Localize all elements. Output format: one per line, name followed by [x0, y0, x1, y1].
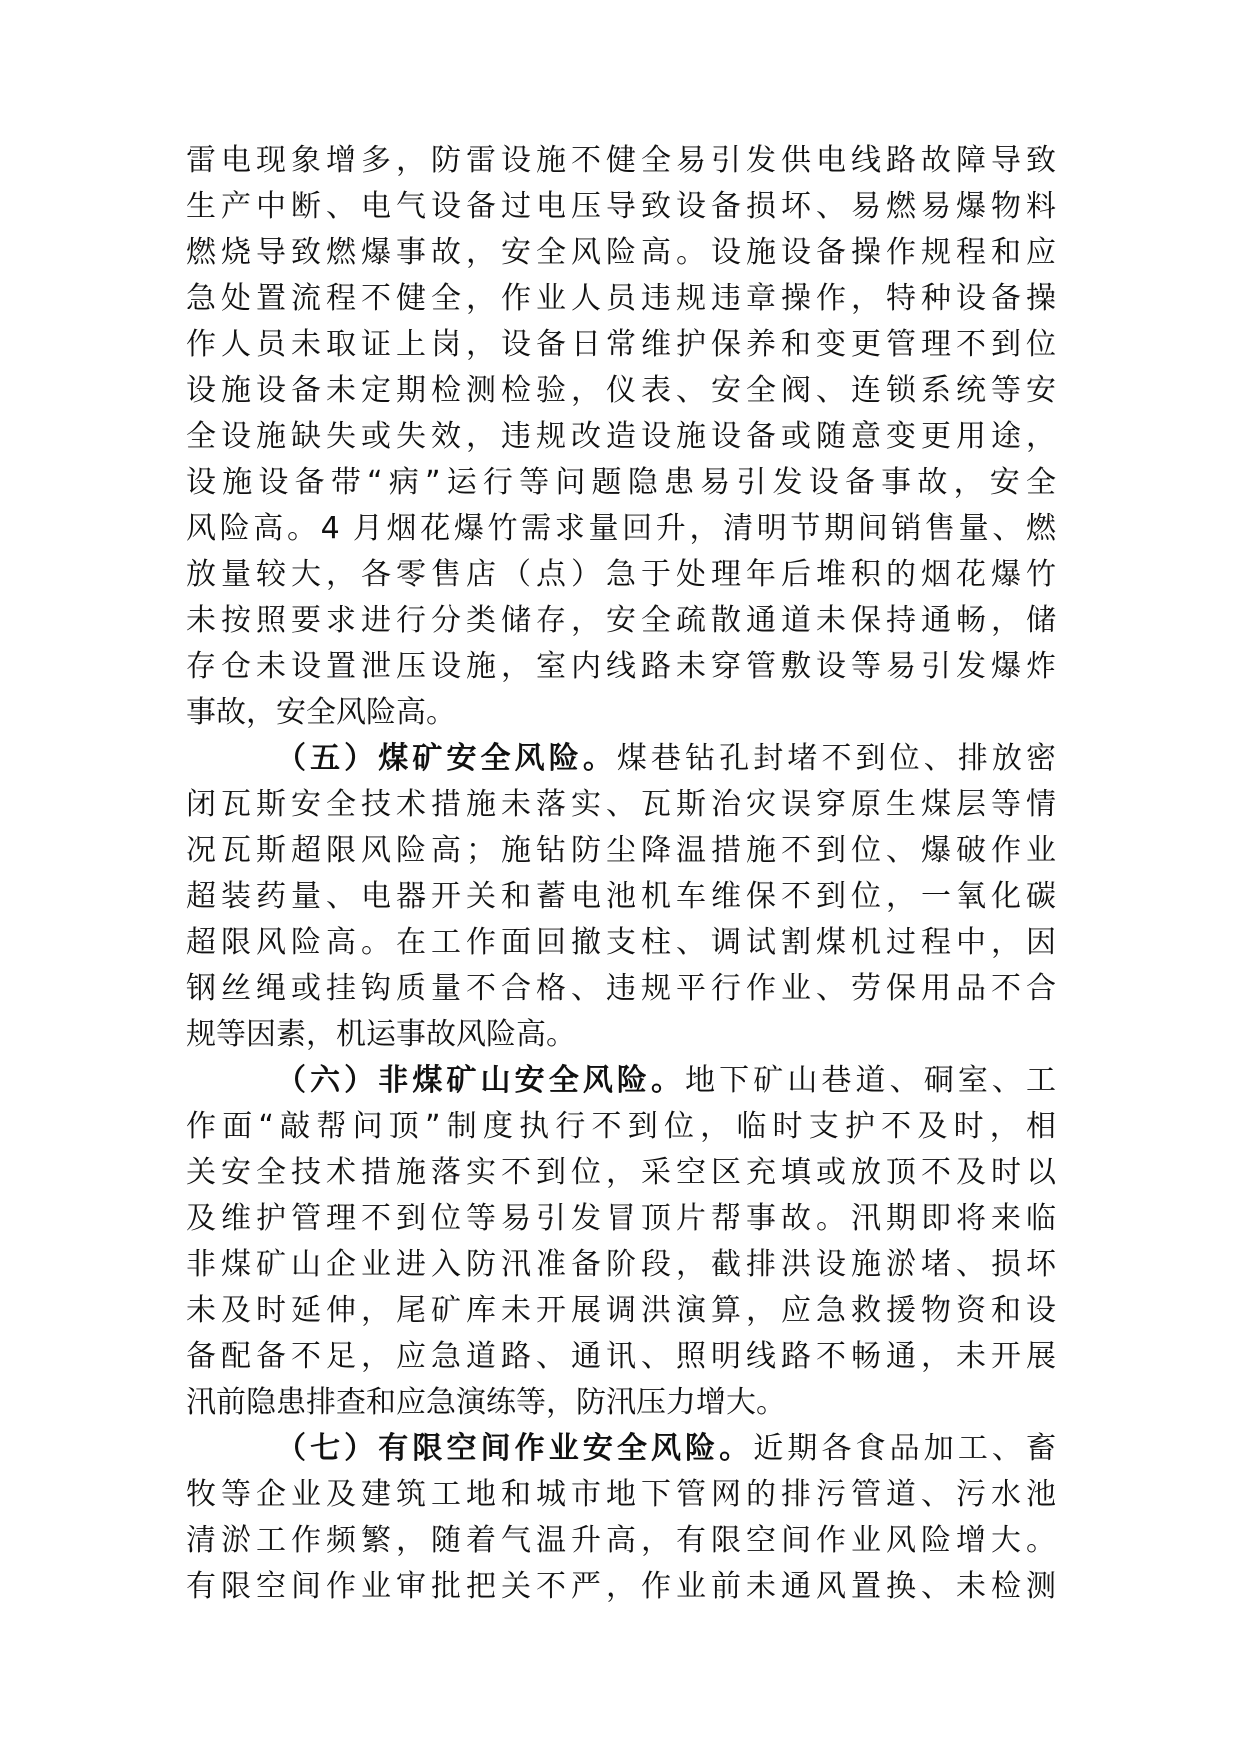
text-line: 未及时延伸，尾矿库未开展调洪演算，应急救援物资和设 [186, 1293, 1056, 1328]
text-line: 牧等企业及建筑工地和城市地下管网的排污管道、污水池 [186, 1477, 1056, 1512]
text-line: 闭瓦斯安全技术措施未落实、瓦斯治灾误穿原生煤层等情 [186, 787, 1056, 822]
text-line: 清淤工作频繁，随着气温升高，有限空间作业风险增大。 [186, 1523, 1056, 1558]
section-6-heading: （六）非煤矿山安全风险。 [276, 1063, 686, 1098]
text-line: 存仓未设置泄压设施，室内线路未穿管敷设等易引发爆炸 [186, 649, 1056, 684]
section-5-lead-text: 煤巷钻孔封堵不到位、排放密 [616, 741, 1057, 776]
text-line: 生产中断、电气设备过电压导致设备损坏、易燃易爆物料 [186, 189, 1056, 224]
text-line: 关安全技术措施落实不到位，采空区充填或放顶不及时以 [186, 1155, 1056, 1190]
section-6-lead-text: 地下矿山巷道、硐室、工 [685, 1063, 1057, 1098]
section-6-first-line [186, 1058, 1056, 1104]
section-7-lead-text: 近期各食品加工、畜 [753, 1431, 1057, 1466]
text-line: 燃烧导致燃爆事故，安全风险高。设施设备操作规程和应 [186, 235, 1056, 270]
text-line: 规等因素，机运事故风险高。 [186, 1017, 576, 1052]
text-line: 风险高。4 月烟花爆竹需求量回升，清明节期间销售量、燃 [186, 511, 1056, 546]
text-line: 钢丝绳或挂钩质量不合格、违规平行作业、劳保用品不合 [186, 971, 1056, 1006]
text-line: 急处置流程不健全，作业人员违规违章操作，特种设备操 [186, 281, 1056, 316]
text-line: 作人员未取证上岗，设备日常维护保养和变更管理不到位 [186, 327, 1056, 362]
text-line: 备配备不足，应急道路、通讯、照明线路不畅通，未开展 [186, 1339, 1056, 1374]
document-page [186, 138, 1056, 1610]
section-7-heading: （七）有限空间作业安全风险。 [276, 1431, 754, 1466]
text-line: 设施设备带“病”运行等问题隐患易引发设备事故，安全 [186, 465, 1056, 500]
text-line: 雷电现象增多，防雷设施不健全易引发供电线路故障导致 [186, 143, 1056, 178]
text-line: 全设施缺失或失效，违规改造设施设备或随意变更用途， [186, 419, 1056, 454]
text-line: 放量较大，各零售店（点）急于处理年后堆积的烟花爆竹 [186, 557, 1056, 592]
text-line: 汛前隐患排查和应急演练等，防汛压力增大。 [186, 1385, 786, 1420]
text-line: 作面“敲帮问顶”制度执行不到位，临时支护不及时，相 [186, 1109, 1056, 1144]
text-line: 有限空间作业审批把关不严，作业前未通风置换、未检测 [186, 1569, 1056, 1604]
section-5-first-line [186, 736, 1056, 782]
text-line: 况瓦斯超限风险高；施钻防尘降温措施不到位、爆破作业 [186, 833, 1056, 868]
text-line: 非煤矿山企业进入防汛准备阶段，截排洪设施淤堵、损坏 [186, 1247, 1056, 1282]
text-line: 事故，安全风险高。 [186, 695, 456, 730]
text-line: 及维护管理不到位等易引发冒顶片帮事故。汛期即将来临 [186, 1201, 1056, 1236]
text-line: 设施设备未定期检测检验，仪表、安全阀、连锁系统等安 [186, 373, 1056, 408]
text-line: 超限风险高。在工作面回撤支柱、调试割煤机过程中，因 [186, 925, 1056, 960]
section-7-first-line [186, 1426, 1056, 1472]
section-5-heading: （五）煤矿安全风险。 [276, 741, 617, 776]
text-line: 未按照要求进行分类储存，安全疏散通道未保持通畅，储 [186, 603, 1056, 638]
text-line: 超装药量、电器开关和蓄电池机车维保不到位，一氧化碳 [186, 879, 1056, 914]
